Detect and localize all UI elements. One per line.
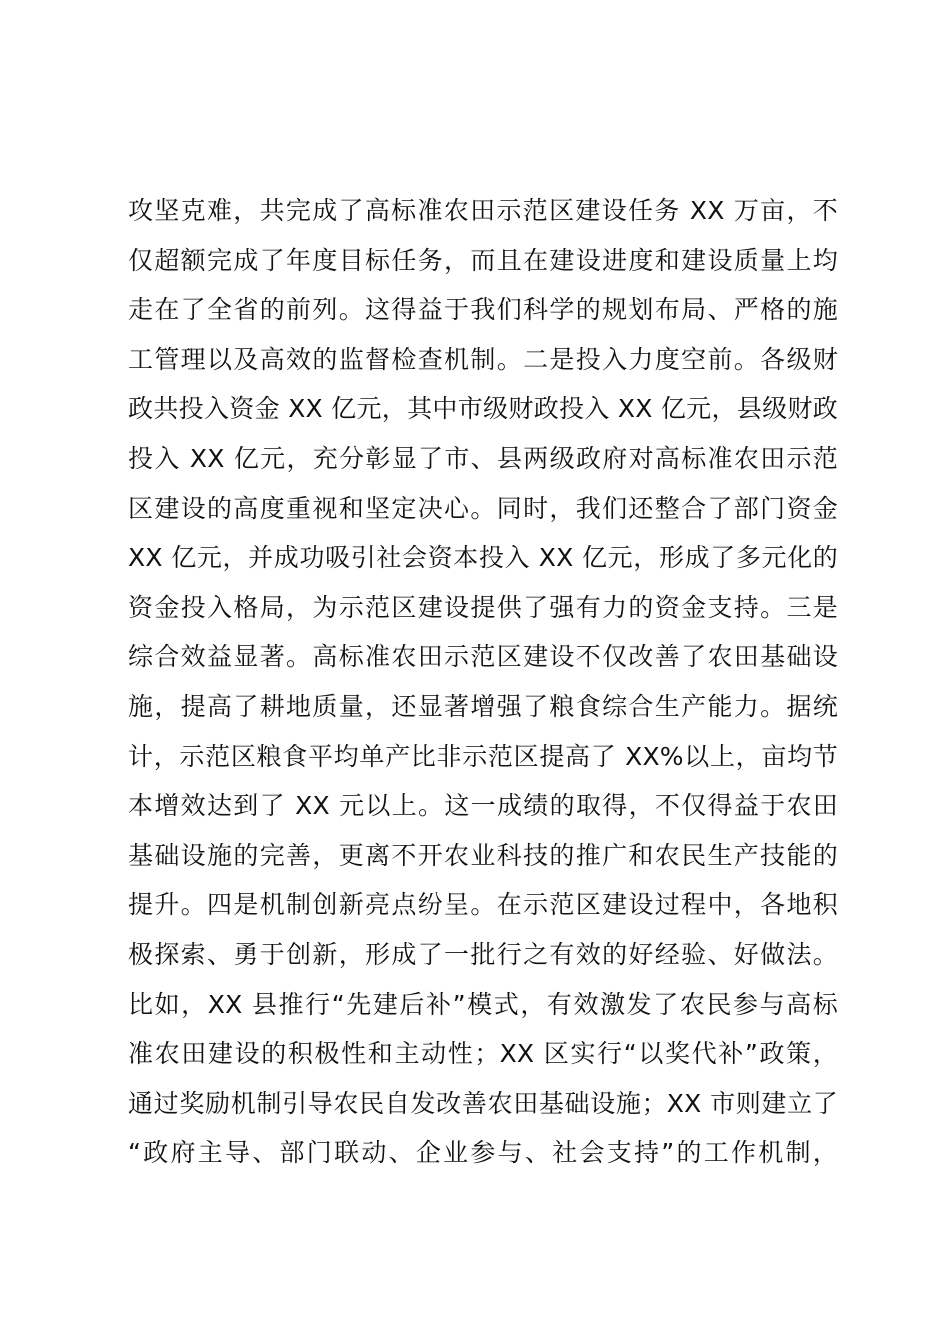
text-line: 本增效达到了 XX 元以上。这一成绩的取得，不仅得益于农田 <box>128 791 838 821</box>
text-line: 区建设的高度重视和坚定决心。同时，我们还整合了部门资金 <box>128 493 838 523</box>
text-line: 政共投入资金 XX 亿元，其中市级财政投入 XX 亿元，县级财政 <box>128 394 838 424</box>
text-line: 极探索、勇于创新，形成了一批行之有效的好经验、好做法。 <box>128 939 838 969</box>
text-line: 资金投入格局，为示范区建设提供了强有力的资金支持。三是 <box>128 592 838 622</box>
text-line: 综合效益显著。高标准农田示范区建设不仅改善了农田基础设 <box>128 642 838 672</box>
text-line: 准农田建设的积极性和主动性；XX 区实行“以奖代补”政策， <box>128 1039 838 1069</box>
text-line: 通过奖励机制引导农民自发改善农田基础设施；XX 市则建立了 <box>128 1088 838 1118</box>
text-line: 投入 XX 亿元，充分彰显了市、县两级政府对高标准农田示范 <box>128 443 838 473</box>
text-line: 比如，XX 县推行“先建后补”模式，有效激发了农民参与高标 <box>128 989 838 1019</box>
text-line: 工管理以及高效的监督检查机制。二是投入力度空前。各级财 <box>128 344 838 374</box>
text-line: 仅超额完成了年度目标任务，而且在建设进度和建设质量上均 <box>128 245 838 275</box>
body-text <box>128 186 838 1178</box>
text-line: 计，示范区粮食平均单产比非示范区提高了 XX%以上，亩均节 <box>128 741 838 771</box>
text-line: “政府主导、部门联动、企业参与、社会支持”的工作机制， <box>128 1138 838 1168</box>
text-line: 攻坚克难，共完成了高标准农田示范区建设任务 XX 万亩，不 <box>128 196 838 225</box>
text-line: 基础设施的完善，更离不开农业科技的推广和农民生产技能的 <box>128 840 838 870</box>
text-line: XX 亿元，并成功吸引社会资本投入 XX 亿元，形成了多元化的 <box>128 543 838 573</box>
text-line: 提升。四是机制创新亮点纷呈。在示范区建设过程中，各地积 <box>128 890 838 920</box>
text-line: 走在了全省的前列。这得益于我们科学的规划布局、严格的施 <box>128 295 838 325</box>
text-line: 施，提高了耕地质量，还显著增强了粮食综合生产能力。据统 <box>128 691 838 721</box>
